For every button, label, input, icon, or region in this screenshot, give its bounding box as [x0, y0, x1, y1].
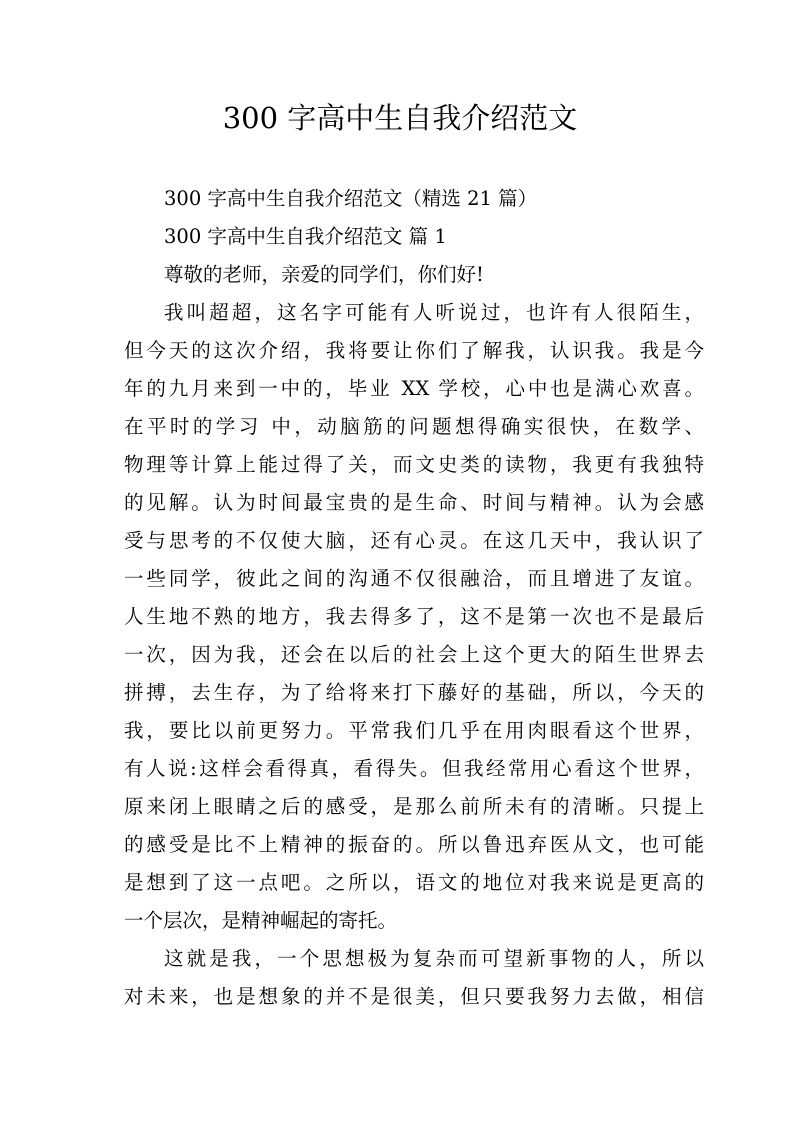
text-line: 受与思考的不仅使大脑，还有心灵。在这几天中，我认识了: [124, 529, 704, 552]
text-line: 对未来，也是想象的并不是很美，但只要我努力去做，相信: [124, 985, 704, 1008]
text-line: 我叫超超，这名字可能有人听说过，也许有人很陌生，: [164, 301, 704, 324]
text-line: 人生地不熟的地方，我去得多了，这不是第一次也不是最后: [124, 605, 704, 628]
text-line: 一次，因为我，还会在以后的社会上这个更大的陌生世界去: [124, 643, 704, 666]
text-line: 我，要比以前更努力。平常我们几乎在用肉眼看这个世界，: [124, 719, 704, 742]
text-line: 物理等计算上能过得了关，而文史类的读物，我更有我独特: [124, 453, 704, 476]
text-line: 这就是我，一个思想极为复杂而可望新事物的人，所以: [164, 947, 704, 970]
text-line: 一些同学，彼此之间的沟通不仅很融洽，而且增进了友谊。: [124, 567, 704, 590]
text-line: 一个层次，是精神崛起的寄托。: [124, 909, 398, 932]
text-line: 尊敬的老师，亲爱的同学们，你们好!: [164, 263, 484, 286]
text-line: 有人说:这样会看得真，看得失。但我经常用心看这个世界，: [124, 757, 704, 780]
text-line: 拼搏，去生存，为了给将来打下藤好的基础，所以，今天的: [124, 681, 704, 704]
text-line: 的感受是比不上精神的振奋的。所以鲁迅弃医从文，也可能: [124, 833, 704, 856]
document-title: 300 字高中生自我介绍范文: [222, 101, 578, 135]
text-line: 的见解。认为时间最宝贵的是生命、时间与精神。认为会感: [124, 491, 704, 514]
text-line: 原来闭上眼睛之后的感受，是那么前所未有的清晰。只提上: [124, 795, 704, 818]
text-line: 年的九月来到一中的，毕业 XX 学校，心中也是满心欢喜。: [124, 377, 704, 400]
text-line: 是想到了这一点吧。之所以，语文的地位对我来说是更高的: [124, 871, 704, 894]
text-line: 300 字高中生自我介绍范文（精选 21 篇）: [164, 187, 538, 210]
document-body: [124, 180, 704, 1016]
text-line: 300 字高中生自我介绍范文 篇 1: [164, 225, 447, 248]
text-line: 但今天的这次介绍，我将要让你们了解我，认识我。我是今: [124, 339, 704, 362]
text-line: 在平时的学习 中，动脑筋的问题想得确实很快，在数学、: [124, 415, 704, 438]
